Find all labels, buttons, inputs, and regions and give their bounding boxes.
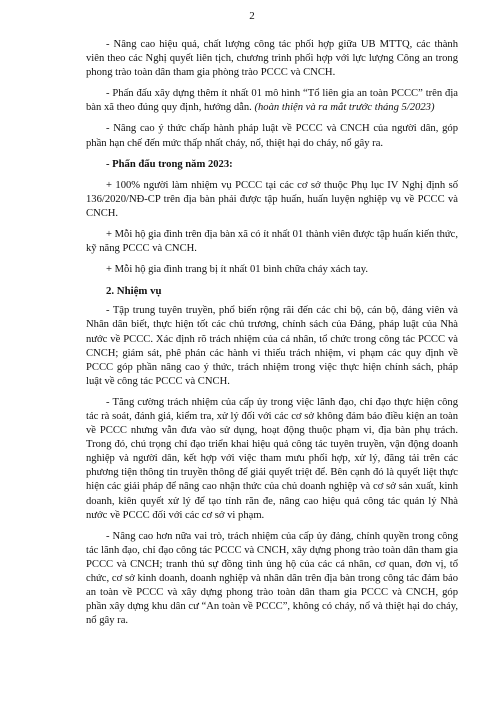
model-target-deadline: (hoàn thiện và ra mắt trước tháng 5/2023) (254, 102, 435, 114)
paragraph-propaganda: - Tập trung tuyên truyền, phổ biến rộng rãi đến các chi bộ, cán bộ, đảng viên và Nhân dân biết, thực hiện tốt các chủ trương, chính sách của Đảng, pháp luật của Nhà nước về PCCC. Xác định rõ trách nhiệm của cá nhân, tổ chức trong công tác PCCC và CNCH; giám sát, phê phán các hành vi thiếu trách nhiệm, vi phạm các quy định về PCCC góp phần nâng cao ý thức, trách nhiệm trong việc thực hiện chính sách, pháp luật về công tác PCCC và CNCH. (86, 305, 458, 387)
paragraph-awareness: - Nâng cao ý thức chấp hành pháp luật về PCCC và CNCH của người dân, góp phần hạn chế đến mức thấp nhất cháy, nổ, thiệt hại do cháy, nổ gây ra. (86, 123, 458, 149)
page-number: 2 (249, 10, 255, 22)
paragraph-model-target (86, 87, 458, 115)
goal-training-staff: + 100% người làm nhiệm vụ PCCC tại các cơ sở thuộc Phụ lục IV Nghị định số 136/2020/NĐ-CP trên địa bàn phải được tập huấn, huấn luyện nghiệp vụ về PCCC và CNCH. (86, 179, 458, 219)
paragraph-party-role: - Nâng cao hơn nữa vai trò, trách nhiệm của cấp ủy đảng, chính quyền trong công tác lãnh đạo, chỉ đạo công tác PCCC và CNCH, xây dựng phong trào toàn dân tham gia PCCC và CNCH; tranh thủ sự đồng tình ủng hộ của các cá nhân, cơ quan, đơn vị, tổ chức, cơ sở kinh doanh, doanh nghiệp và nhân dân trên địa bàn trong công tác đảm bảo an toàn về PCCC và xây dựng phong trào toàn dân tham gia PCCC và CNCH, góp phần xây dựng khu dân cư “An toàn về PCCC”, không có cháy, nổ và thiệt hại do cháy, nổ gây ra. (86, 530, 458, 627)
goal-fire-extinguisher: + Mỗi hộ gia đình trang bị ít nhất 01 bình chữa cháy xách tay. (106, 264, 368, 276)
paragraph-responsibility: - Tăng cường trách nhiệm của cấp ủy trong việc lãnh đạo, chỉ đạo thực hiện công tác rà soát, đánh giá, kiểm tra, xử lý đối với các cơ sở không đảm bảo điều kiện an toàn về PCCC nhưng vẫn đưa vào sử dụng, hoạt động thuộc phạm vi, địa bàn phụ trách. Trong đó, chú trọng chỉ đạo triển khai hiệu quả công tác tuyên truyền, vận động doanh nghiệp và người dân, kết hợp với việc tham mưu phối hợp, xử lý, đăng tải trên các phương tiện thông tin truyền thông để giải quyết triệt để. Bên cạnh đó là quyết liệt thực hiện các giải pháp để nâng cao nhận thức của chủ doanh nghiệp và cơ sở sản xuất, kinh doanh, kiên quyết xử lý để tạo tính răn đe, nâng cao hiệu quả công tác quản lý Nhà nước về PCCC đối với các cơ sở vi phạm. (86, 396, 458, 521)
goal-household-training: + Mỗi hộ gia đình trên địa bàn xã có ít nhất 01 thành viên được tập huấn kiến thức, kỹ năng PCCC và CNCH. (86, 229, 458, 255)
paragraph-coordination: - Nâng cao hiệu quả, chất lượng công tác phối hợp giữa UB MTTQ, các thành viên theo các Nghị quyết liên tịch, chương trình phối hợp với lực lượng Công an trong phong trào toàn dân tham gia phòng trào PCCC và CNCH. (86, 39, 458, 79)
paragraph-goals-2023: - Phấn đấu trong năm 2023: (106, 158, 233, 170)
model-target-text: - Phấn đấu xây dựng thêm ít nhất 01 mô hình “Tổ liên gia an toàn PCCC” trên địa bàn xã theo đúng quy định, hướng dẫn. (86, 88, 458, 114)
section-heading-tasks: 2. Nhiệm vụ (106, 285, 162, 298)
